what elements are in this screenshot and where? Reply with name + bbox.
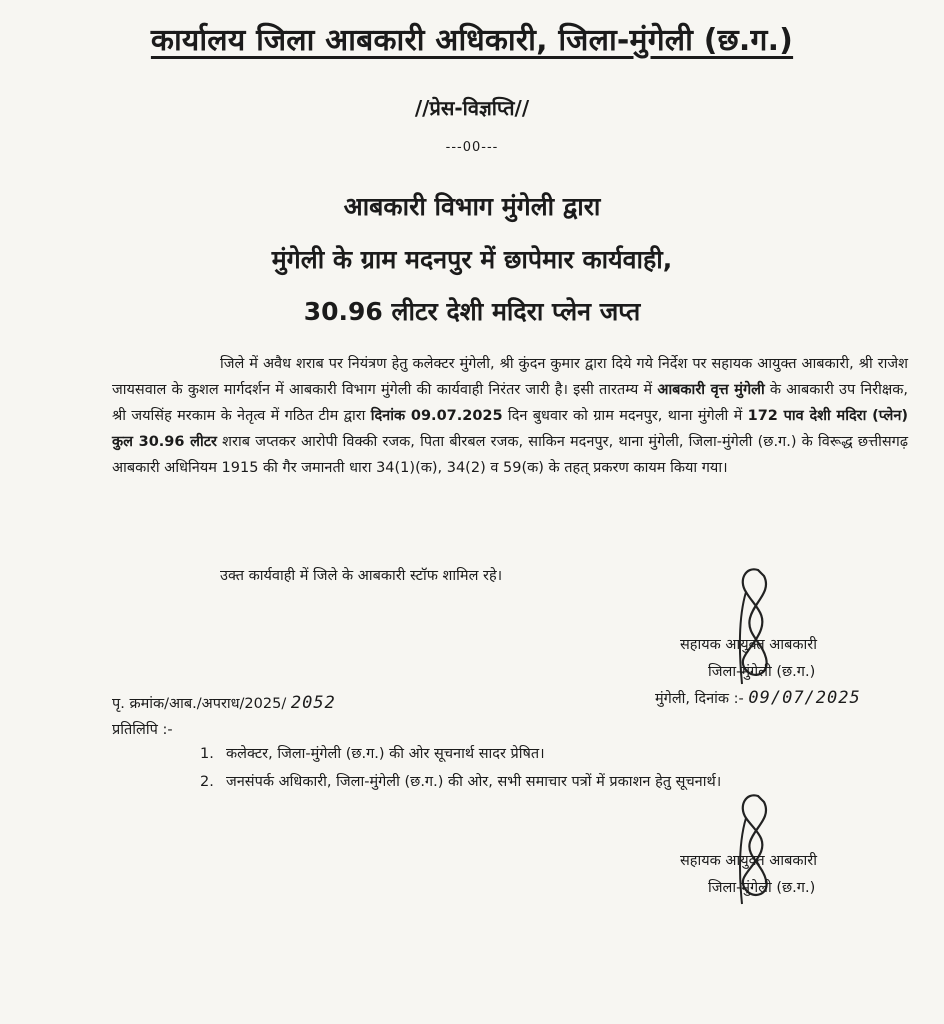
list-item-text: कलेक्टर, जिला-मुंगेली (छ.ग.) की ओर सूचनार्थ सादर प्रेषित। bbox=[226, 746, 545, 762]
list-item bbox=[200, 768, 721, 796]
signature-block-1 bbox=[680, 632, 817, 686]
body-paragraph bbox=[112, 351, 908, 481]
press-release-label: //प्रेस-विज्ञप्ति// bbox=[414, 96, 530, 120]
copy-to-label: प्रतिलिपि :- bbox=[112, 722, 173, 738]
body-text: दिन बुधवार को ग्राम मदनपुर, थाना मुंगेली में bbox=[502, 408, 748, 424]
signatory-district: जिला-मुंगेली (छ.ग.) bbox=[708, 880, 816, 896]
body-bold-quantity: 172 पाव देशी मदिरा (प्लेन) कुल 30.96 लीटर bbox=[112, 408, 908, 450]
headline-line-2: मुंगेली के ग्राम मदनपुर में छापेमार कार्यवाही, bbox=[271, 245, 673, 274]
body-text: शराब जप्तकर आरोपी विक्की रजक, पिता बीरबल रजक, साकिन मदनपुर, थाना मुंगेली, जिला-मुंगेली (छ.ग.) के विरूद्ध छत्तीसगढ़ आबकारी अधिनियम 1915 की गैर जमानती धारा 34(1)(क), 34(2) व 59(क) के तहत् प्रकरण कायम किया गया। bbox=[112, 434, 908, 476]
handwritten-reference-number: 2052 bbox=[290, 693, 336, 713]
office-title: कार्यालय जिला आबकारी अधिकारी, जिला-मुंगेली (छ.ग.) bbox=[150, 23, 794, 58]
place-date-label: मुंगेली, दिनांक :- bbox=[655, 691, 744, 707]
place-date-line bbox=[655, 688, 861, 708]
body-text: जिले में अवैध शराब पर नियंत्रण हेतु कलेक्टर मुंगेली, श्री कुंदन कुमार द्वारा दिये गये निर्देश पर सहायक आयुक्त आबकारी, श्री राजेश जायसवाल के कुशल मार्गदर्शन में आबकारी विभाग मुंगेली की कार्यवाही निरंतर जारी है। इसी तारतम्य में bbox=[112, 356, 908, 398]
copy-to-list bbox=[200, 740, 721, 796]
reference-label: पृ. क्रमांक/आब./अपराध/2025/ bbox=[112, 696, 287, 712]
headline-line-1: आबकारी विभाग मुंगेली द्वारा bbox=[343, 192, 601, 221]
list-item-number: 1. bbox=[200, 746, 214, 762]
handwritten-date: 09/07/2025 bbox=[748, 688, 861, 708]
signature-block-2 bbox=[680, 848, 817, 902]
staff-note: उक्त कार्यवाही में जिले के आबकारी स्टॉफ शामिल रहे। bbox=[220, 568, 503, 584]
signatory-designation: सहायक आयुक्त आबकारी bbox=[680, 853, 817, 869]
signatory-district: जिला-मुंगेली (छ.ग.) bbox=[708, 664, 816, 680]
reference-line bbox=[112, 693, 336, 713]
list-item-text: जनसंपर्क अधिकारी, जिला-मुंगेली (छ.ग.) की ओर, सभी समाचार पत्रों में प्रकाशन हेतु सूचनार्थ। bbox=[226, 774, 722, 790]
list-item-number: 2. bbox=[200, 774, 214, 790]
divider-mark: ---00--- bbox=[445, 140, 499, 155]
list-item bbox=[200, 740, 721, 768]
body-bold-circle: आबकारी वृत्त मुंगेली bbox=[657, 382, 765, 398]
signatory-designation: सहायक आयुक्त आबकारी bbox=[680, 637, 817, 653]
body-bold-date: दिनांक 09.07.2025 bbox=[370, 408, 503, 424]
body-text: के आबकारी उप निरीक्षक, श्री जयसिंह मरकाम के नेतृत्व में गठित टीम द्वारा bbox=[112, 382, 908, 424]
headline-line-3: 30.96 लीटर देशी मदिरा प्लेन जप्त bbox=[303, 297, 641, 326]
